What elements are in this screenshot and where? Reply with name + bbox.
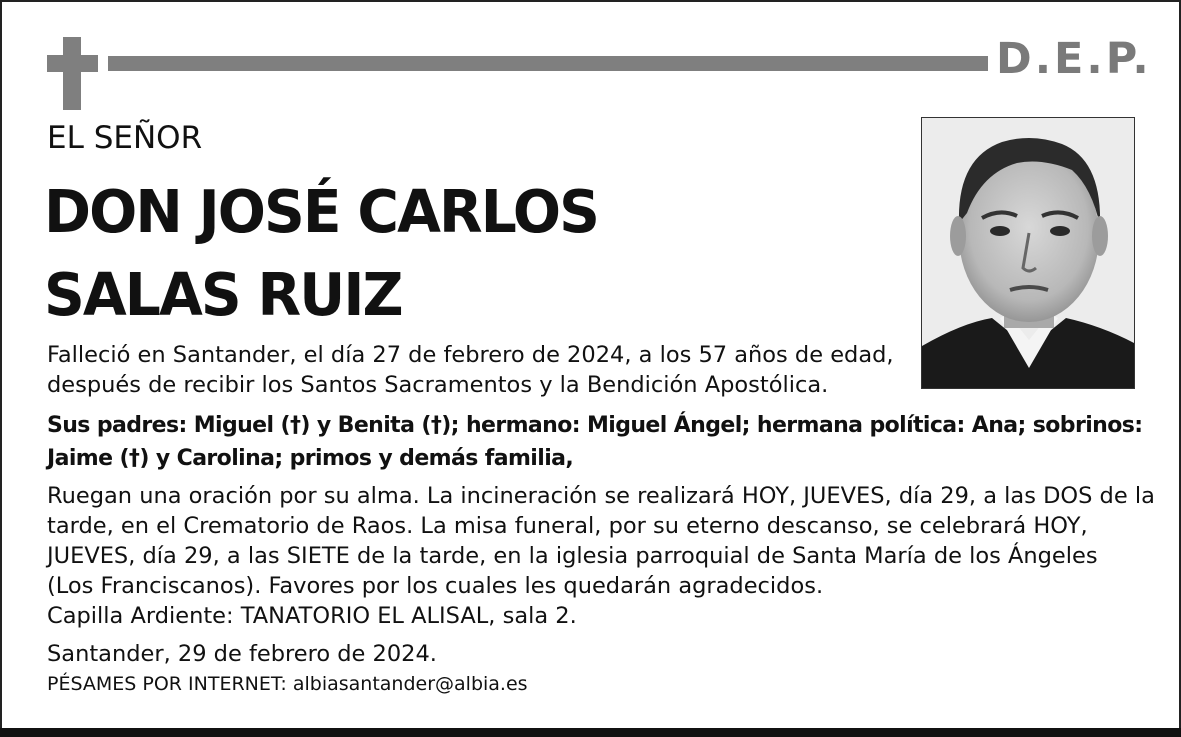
condolences-line: PÉSAMES POR INTERNET: albiasantander@albia.es bbox=[47, 673, 528, 695]
ceremony-line: (Los Franciscanos). Favores por los cuales les quedarán agradecidos. bbox=[47, 573, 824, 599]
dep-label: D.E.P. bbox=[996, 34, 1152, 84]
cross-icon-bar bbox=[47, 55, 98, 72]
ceremony-line: tarde, en el Crematorio de Raos. La misa funeral, por su eterno descanso, se celebrará HOY, bbox=[47, 513, 1088, 539]
deceased-name bbox=[44, 170, 870, 336]
family-paragraph bbox=[47, 409, 1142, 475]
ceremony-line: JUEVES, día 29, a las SIETE de la tarde, en la iglesia parroquial de Santa María de los Ángeles bbox=[47, 543, 1098, 569]
death-notice-line: Falleció en Santander, el día 27 de febrero de 2024, a los 57 años de edad, bbox=[47, 342, 894, 368]
death-notice-line: después de recibir los Santos Sacramentos y la Bendición Apostólica. bbox=[47, 372, 829, 398]
name-line-1: DON JOSÉ CARLOS bbox=[44, 177, 598, 246]
death-notice-paragraph bbox=[47, 340, 894, 400]
ceremony-line: Capilla Ardiente: TANATORIO EL ALISAL, sala 2. bbox=[47, 603, 577, 629]
header-rule bbox=[108, 56, 988, 71]
family-line: Jaime (†) y Carolina; primos y demás familia, bbox=[47, 446, 574, 471]
place-date: Santander, 29 de febrero de 2024. bbox=[47, 641, 437, 667]
portrait-photo bbox=[921, 117, 1135, 389]
portrait-illustration bbox=[922, 118, 1135, 389]
ceremony-line: Ruegan una oración por su alma. La incineración se realizará HOY, JUEVES, día 29, a las DOS de la bbox=[47, 483, 1155, 509]
family-line: Sus padres: Miguel (†) y Benita (†); hermano: Miguel Ángel; hermana política: Ana; sobrinos: bbox=[47, 413, 1143, 438]
name-line-2: SALAS RUIZ bbox=[44, 260, 402, 329]
ceremony-paragraph bbox=[47, 481, 1155, 631]
cross-icon bbox=[63, 37, 81, 110]
honorific: EL SEÑOR bbox=[47, 120, 203, 156]
bottom-rule bbox=[0, 728, 1181, 737]
